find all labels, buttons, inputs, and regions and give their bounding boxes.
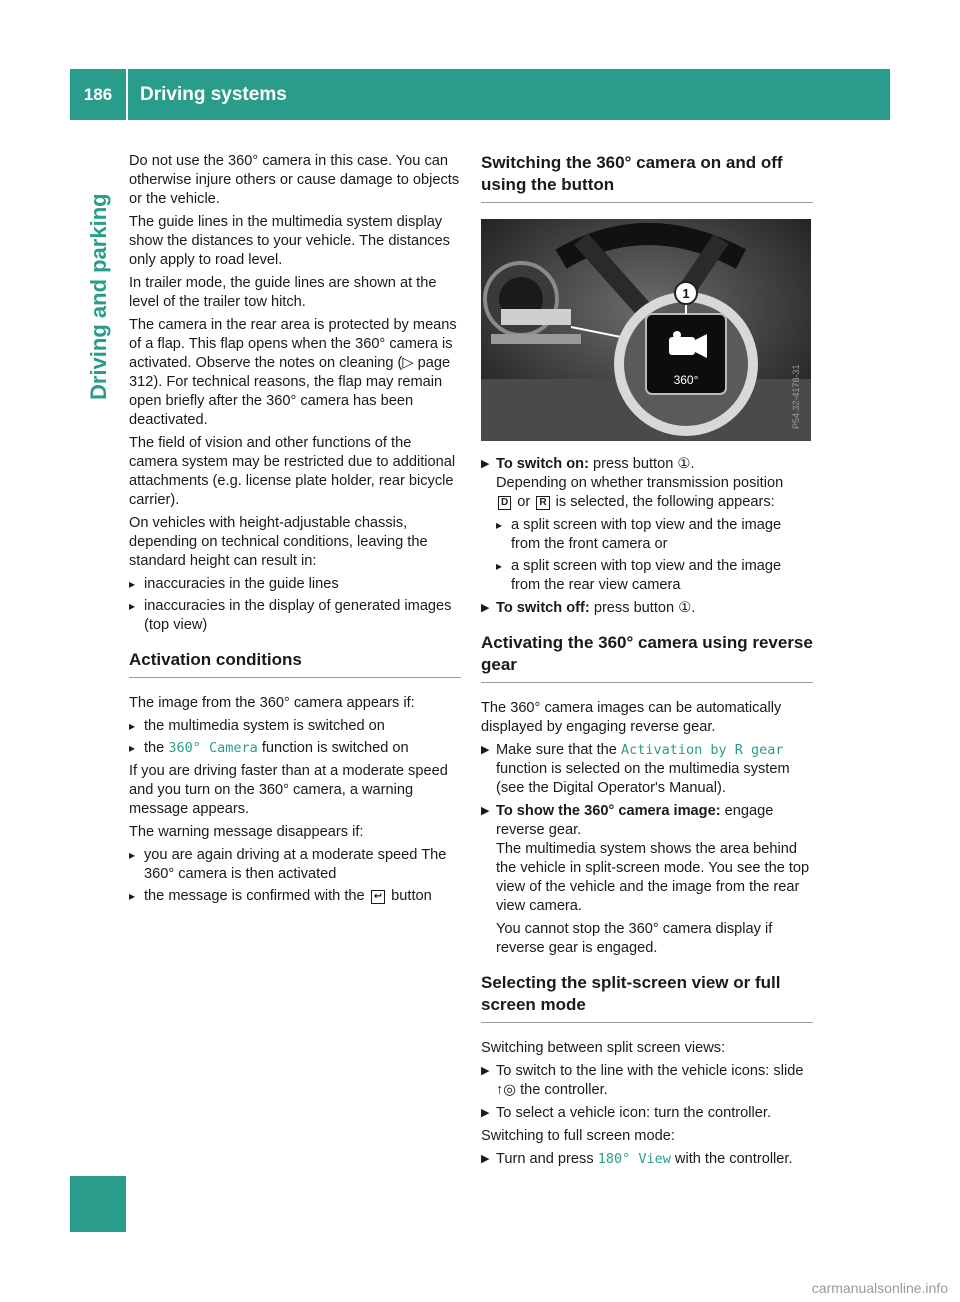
paragraph: Switching between split screen views:: [481, 1040, 726, 1056]
right-column: [481, 152, 813, 1173]
list-item: ▸ a split screen with top view and the image from the front camera or: [496, 516, 813, 554]
paragraph: The 360° camera images can be automatically displayed by engaging reverse gear.: [481, 700, 782, 735]
action-list: [481, 1062, 813, 1123]
paragraph: The field of vision and other functions of the camera system may be restricted due to additional attachments (e.g. license plate holder, rear bicycle carrier).: [129, 435, 456, 508]
header-divider: [126, 69, 128, 120]
steering-wheel-illustration: [481, 219, 811, 441]
section-title: Driving systems: [140, 83, 287, 105]
text: press button ①.: [593, 456, 695, 472]
text: the message is confirmed with the: [144, 888, 365, 904]
instruction-label: To switch off:: [496, 600, 590, 616]
back-button-icon: ↩: [371, 890, 385, 904]
action-list: [481, 455, 813, 618]
paragraph: The image from the 360° camera appears if:: [129, 695, 415, 711]
list-item: ▸ you are again driving at a moderate speed The 360° camera is then activated: [129, 846, 461, 884]
watermark: carmanualsonline.info: [811, 1280, 948, 1296]
figure-code: P54.32-4178-31: [791, 364, 801, 429]
paragraph: Do not use the 360° camera in this case. You can otherwise injure others or cause damage to objects or the vehicle.: [129, 153, 460, 207]
instruction-switch-off: [481, 599, 813, 618]
text: press button ①.: [593, 600, 696, 616]
menu-function-name: Activation by R gear: [620, 742, 784, 758]
text: function is switched on: [261, 740, 409, 756]
text: is selected, the following appears:: [555, 494, 775, 510]
menu-function-name: 360° Camera: [168, 740, 258, 756]
text: the controller.: [520, 1082, 608, 1098]
text: with the controller.: [674, 1151, 793, 1167]
instruction: [481, 741, 813, 798]
gear-r-icon: R: [536, 496, 549, 510]
heading-activation-conditions: Activation conditions: [129, 649, 461, 678]
paragraph: If you are driving faster than at a moderate speed and you turn on the 360° camera, a warning message appears.: [129, 763, 448, 817]
instruction-label: To show the 360° camera image:: [496, 803, 721, 819]
text: function is selected on the multimedia system (see the Digital Operator's Manual).: [496, 761, 790, 796]
side-tab-marker: [70, 1176, 126, 1232]
bullet-list: [129, 846, 461, 906]
instruction: ▶ To select a vehicle icon: turn the controller.: [481, 1104, 813, 1123]
text: The multimedia system shows the area behind the vehicle in split-screen mode. You see the top view of the vehicle and the image from the rear view camera.: [496, 841, 810, 914]
list-item: [129, 739, 461, 758]
text: the: [144, 740, 165, 756]
text: Turn and press: [496, 1151, 594, 1167]
text: Make sure that the: [496, 742, 617, 758]
instruction: [481, 1062, 813, 1100]
steering-wheel-figure: [481, 219, 811, 441]
paragraph: The warning message disappears if:: [129, 824, 364, 840]
action-list: [481, 741, 813, 958]
text: or: [517, 494, 531, 510]
controller-slide-icon: ↑◎: [496, 1082, 517, 1098]
paragraph: The guide lines in the multimedia system display show the distances to your vehicle. The distances only apply to road level.: [129, 214, 450, 268]
list-item: ▸ a split screen with top view and the image from the rear view camera: [496, 557, 813, 595]
paragraph: The camera in the rear area is protected by means of a flap. This flap opens when the 360° camera is activated. Observe the notes on cleaning (▷ page 312). For technical reasons, the flap may remain open briefly after the 360° camera has been deactivated.: [129, 317, 457, 428]
heading-switching-camera: Switching the 360° camera on and off using the button: [481, 152, 813, 203]
instruction: [481, 802, 813, 958]
list-item: ▸ the multimedia system is switched on: [129, 717, 461, 736]
list-item: ▸ inaccuracies in the display of generated images (top view): [129, 597, 461, 635]
button-360-label: 360°: [673, 373, 699, 387]
paragraph: On vehicles with height-adjustable chassis, depending on technical conditions, leaving the standard height can result in:: [129, 515, 428, 569]
menu-function-name: 180° View: [597, 1151, 671, 1167]
action-list: [481, 1150, 813, 1169]
text: To switch to the line with the vehicle icons: slide: [496, 1063, 804, 1079]
text: Depending on whether transmission position: [496, 475, 784, 491]
bullet-list: [129, 575, 461, 635]
gear-d-icon: D: [498, 496, 511, 510]
callout-number: 1: [682, 286, 690, 301]
paragraph: In trailer mode, the guide lines are shown at the level of the trailer tow hitch.: [129, 275, 437, 310]
instruction-switch-on: [481, 455, 813, 595]
list-item: [129, 887, 461, 906]
page-number: 186: [83, 84, 113, 104]
heading-split-screen: Selecting the split-screen view or full screen mode: [481, 972, 813, 1023]
text: You cannot stop the 360° camera display if reverse gear is engaged.: [496, 921, 773, 956]
instruction-label: To switch on:: [496, 456, 589, 472]
text: engage reverse gear.: [496, 803, 774, 838]
list-item: ▸ inaccuracies in the guide lines: [129, 575, 461, 594]
bullet-list: [129, 717, 461, 758]
heading-reverse-gear: Activating the 360° camera using reverse gear: [481, 632, 813, 683]
paragraph: Switching to full screen mode:: [481, 1128, 675, 1144]
text: button: [391, 888, 432, 904]
instruction: [481, 1150, 813, 1169]
bullet-list: [496, 516, 813, 595]
left-column: [129, 152, 461, 910]
